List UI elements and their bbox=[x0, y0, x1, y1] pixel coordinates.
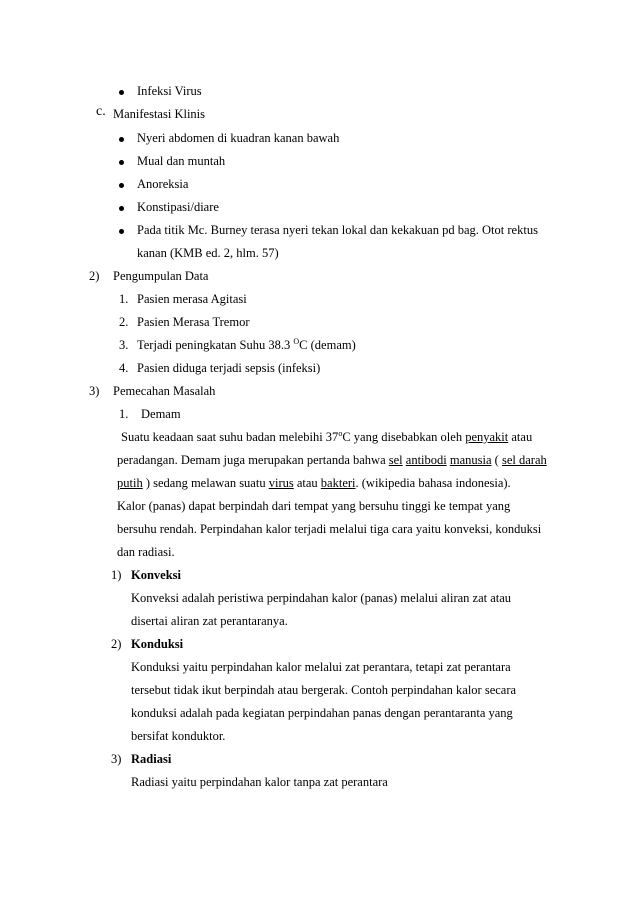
bullet-icon bbox=[119, 90, 124, 95]
paragraph-line: Radiasi yaitu perpindahan kalor tanpa zat perantara bbox=[131, 775, 388, 789]
subsection-heading: Konduksi bbox=[131, 637, 184, 651]
list-number: 2. bbox=[119, 315, 129, 329]
paragraph-line: disertai aliran zat perantaranya. bbox=[131, 614, 288, 628]
paragraph-line: Suatu keadaan saat suhu badan melebihi 37$^o$C yang disebabkan oleh penyakit atau bbox=[121, 428, 533, 444]
list-item: Pasien merasa Agitasi bbox=[137, 292, 247, 306]
link-virus[interactable]: virus bbox=[268, 476, 294, 490]
list-marker: 2) bbox=[89, 269, 100, 283]
bullet-text: Pada titik Mc. Burney terasa nyeri tekan lokal dan kekakuan pd bag. Otot rektus bbox=[137, 223, 538, 237]
subsection-heading: Demam bbox=[141, 407, 181, 421]
paragraph-line: dan radiasi. bbox=[117, 545, 175, 559]
link-sel-darah[interactable]: sel darah bbox=[501, 453, 547, 467]
link-manusia[interactable]: manusia bbox=[449, 453, 492, 467]
bullet-icon bbox=[119, 229, 124, 234]
bullet-text: Mual dan muntah bbox=[137, 154, 226, 168]
list-item: Terjadi peningkatan Suhu 38.3 $^O$C (demam) bbox=[137, 336, 356, 352]
bullet-text-continued: kanan (KMB ed. 2, hlm. 57) bbox=[137, 246, 279, 260]
paragraph-line: bersifat konduktor. bbox=[131, 729, 226, 743]
list-marker: c. bbox=[96, 104, 106, 119]
list-number: 1. bbox=[119, 292, 129, 306]
paragraph-line: Konveksi adalah peristiwa perpindahan kalor (panas) melalui aliran zat atau bbox=[131, 591, 512, 605]
bullet-icon bbox=[119, 160, 124, 165]
paragraph-line: Konduksi yaitu perpindahan kalor melalui zat perantara, tetapi zat perantara bbox=[131, 660, 511, 674]
link-bakteri[interactable]: bakteri bbox=[320, 476, 356, 490]
paragraph-line: Kalor (panas) dapat berpindah dari tempat yang bersuhu tinggi ke tempat yang bbox=[117, 499, 511, 513]
bullet-icon bbox=[119, 206, 124, 211]
bullet-icon bbox=[119, 137, 124, 142]
list-number: 4. bbox=[119, 361, 129, 375]
bullet-text: Nyeri abdomen di kuadran kanan bawah bbox=[137, 131, 340, 145]
link-antibodi[interactable]: antibodi bbox=[405, 453, 447, 467]
section-heading: Pemecahan Masalah bbox=[113, 384, 216, 398]
list-marker: 3) bbox=[89, 384, 100, 398]
bullet-icon bbox=[119, 183, 124, 188]
bullet-text: Konstipasi/diare bbox=[137, 200, 219, 214]
bullet-text: Infeksi Virus bbox=[137, 84, 202, 98]
section-heading: Manifestasi Klinis bbox=[113, 107, 206, 121]
paragraph-line: tersebut tidak ikut berpindah atau bergerak. Contoh perpindahan kalor secara bbox=[131, 683, 517, 697]
subsection-heading: Konveksi bbox=[131, 568, 182, 582]
link-penyakit[interactable]: penyakit bbox=[465, 430, 509, 444]
list-number: 3) bbox=[111, 752, 122, 766]
paragraph-line: putih ) sedang melawan suatu virus atau bakteri. (wikipedia bahasa indonesia). bbox=[117, 476, 511, 490]
list-number: 1) bbox=[111, 568, 122, 582]
list-number: 1. bbox=[119, 407, 129, 421]
paragraph-line: bersuhu rendah. Perpindahan kalor terjadi melalui tiga cara yaitu konveksi, konduksi bbox=[117, 522, 542, 536]
list-number: 3. bbox=[119, 338, 129, 352]
list-item: Pasien Merasa Tremor bbox=[137, 315, 250, 329]
list-item: Pasien diduga terjadi sepsis (infeksi) bbox=[137, 361, 321, 375]
link-sel[interactable]: sel bbox=[388, 453, 403, 467]
list-number: 2) bbox=[111, 637, 122, 651]
section-heading: Pengumpulan Data bbox=[113, 269, 209, 283]
paragraph-line: peradangan. Demam juga merupakan pertanda bahwa sel antibodi manusia ( sel darah bbox=[117, 453, 547, 467]
paragraph-line: konduksi adalah pada kegiatan perpindahan panas dengan perantaranta yang bbox=[131, 706, 513, 720]
subsection-heading: Radiasi bbox=[131, 752, 172, 766]
bullet-text: Anoreksia bbox=[137, 177, 189, 191]
link-putih[interactable]: putih bbox=[117, 476, 143, 490]
